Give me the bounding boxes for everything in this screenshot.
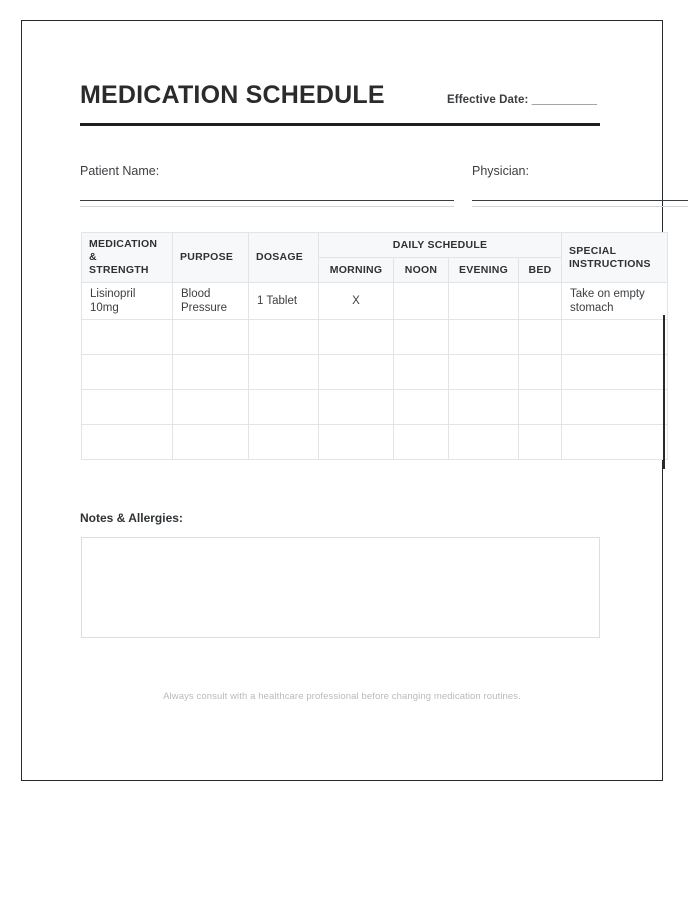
cell-dosage[interactable]: [249, 355, 319, 390]
col-header-morning: MORNING: [319, 258, 394, 283]
cell-morning[interactable]: [319, 425, 394, 460]
effective-date-blank[interactable]: ___________: [531, 94, 597, 106]
page-frame-right-edge-overlay: [663, 315, 665, 469]
title-divider: [80, 123, 600, 126]
cell-purpose[interactable]: [173, 425, 249, 460]
table-row[interactable]: [82, 390, 668, 425]
cell-noon[interactable]: [394, 390, 449, 425]
cell-instructions-line2: stomach: [570, 302, 614, 314]
cell-dosage[interactable]: [249, 390, 319, 425]
document-header: [80, 80, 680, 116]
cell-bed[interactable]: [519, 390, 562, 425]
cell-medication[interactable]: [82, 390, 173, 425]
cell-purpose[interactable]: [173, 390, 249, 425]
cell-medication[interactable]: [82, 283, 173, 320]
cell-dosage[interactable]: [249, 425, 319, 460]
cell-instructions-line1: Take on empty: [570, 288, 645, 300]
col-header-daily-schedule: DAILY SCHEDULE: [319, 233, 562, 258]
cell-instructions[interactable]: [562, 320, 668, 355]
cell-purpose[interactable]: [173, 355, 249, 390]
patient-name-label: Patient Name:: [80, 164, 160, 178]
physician-rule-secondary: [472, 206, 688, 207]
cell-medication[interactable]: [82, 320, 173, 355]
effective-date-label: Effective Date:: [447, 94, 529, 106]
footer-disclaimer: Always consult with a healthcare professional before changing medication routines.: [163, 691, 521, 702]
cell-medication-line1: Lisinopril: [90, 288, 136, 300]
table-row[interactable]: [82, 283, 668, 320]
patient-name-rule: [80, 200, 454, 201]
cell-instructions[interactable]: [562, 355, 668, 390]
cell-bed[interactable]: [519, 425, 562, 460]
cell-medication[interactable]: [82, 355, 173, 390]
col-header-medication-line2: &: [89, 251, 97, 263]
physician-field[interactable]: [472, 163, 529, 179]
cell-instructions[interactable]: [562, 390, 668, 425]
patient-name-rule-secondary: [80, 206, 454, 207]
cell-morning[interactable]: [319, 390, 394, 425]
notes-input-box[interactable]: [81, 537, 600, 638]
cell-purpose[interactable]: [173, 283, 249, 320]
table-header-row-group: [82, 233, 668, 258]
table-row[interactable]: [82, 355, 668, 390]
col-header-medication-line3: STRENGTH: [89, 264, 149, 276]
page-title: MEDICATION SCHEDULE: [80, 81, 385, 109]
col-header-noon: NOON: [394, 258, 449, 283]
notes-label: Notes & Allergies:: [80, 511, 183, 525]
cell-evening[interactable]: [449, 283, 519, 320]
cell-evening[interactable]: [449, 355, 519, 390]
table-row[interactable]: [82, 320, 668, 355]
cell-morning[interactable]: X: [319, 283, 394, 320]
cell-evening[interactable]: [449, 425, 519, 460]
cell-dosage[interactable]: [249, 320, 319, 355]
cell-instructions[interactable]: [562, 425, 668, 460]
col-header-dosage: DOSAGE: [249, 233, 319, 283]
col-header-medication: [82, 233, 173, 283]
cell-noon[interactable]: [394, 355, 449, 390]
table-row[interactable]: [82, 425, 668, 460]
cell-bed[interactable]: [519, 283, 562, 320]
medication-schedule-table: [81, 232, 668, 460]
cell-morning[interactable]: [319, 320, 394, 355]
cell-purpose[interactable]: [173, 320, 249, 355]
col-header-special-instructions: [562, 233, 668, 283]
cell-morning[interactable]: [319, 355, 394, 390]
physician-rule: [472, 200, 688, 201]
cell-noon[interactable]: [394, 320, 449, 355]
patient-name-field[interactable]: [80, 163, 159, 179]
cell-bed[interactable]: [519, 355, 562, 390]
cell-purpose-line1: Blood: [181, 288, 211, 300]
cell-noon[interactable]: [394, 283, 449, 320]
physician-label: Physician:: [472, 164, 529, 178]
effective-date-field[interactable]: [447, 94, 597, 106]
col-header-purpose: PURPOSE: [173, 233, 249, 283]
cell-instructions[interactable]: [562, 283, 668, 320]
cell-purpose-line2: Pressure: [181, 302, 228, 314]
cell-dosage[interactable]: 1 Tablet: [249, 283, 319, 320]
cell-evening[interactable]: [449, 390, 519, 425]
col-header-special-line1: SPECIAL: [569, 244, 617, 257]
col-header-special-line2: INSTRUCTIONS: [569, 257, 651, 270]
cell-noon[interactable]: [394, 425, 449, 460]
cell-medication-line2: 10mg: [90, 302, 119, 314]
col-header-medication-line1: MEDICATION: [89, 238, 158, 250]
cell-bed[interactable]: [519, 320, 562, 355]
cell-evening[interactable]: [449, 320, 519, 355]
col-header-evening: EVENING: [449, 258, 519, 283]
cell-medication[interactable]: [82, 425, 173, 460]
col-header-bed: BED: [519, 258, 562, 283]
